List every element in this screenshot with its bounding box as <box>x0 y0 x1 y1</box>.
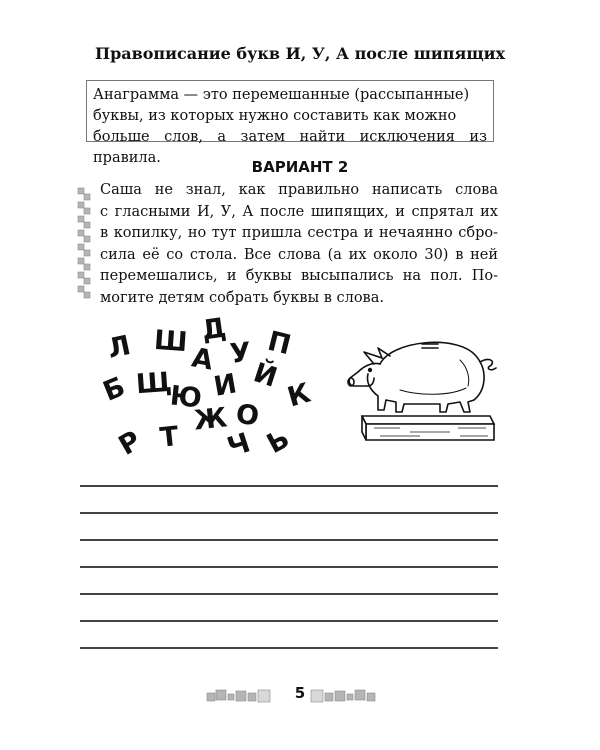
letter: У <box>228 336 253 371</box>
story-line: могите детям собрать буквы в слова. <box>100 289 384 306</box>
letter: П <box>264 325 295 362</box>
letter: Ю <box>168 380 204 415</box>
story-line: в копилку, но тут пришла сестра и нечаянно сбро- <box>100 225 498 241</box>
page-number: 5 <box>294 684 306 702</box>
piggy-bank-illustration <box>340 320 510 450</box>
letter: И <box>211 368 240 403</box>
decorative-squares-column <box>77 186 91 304</box>
letter: Т <box>158 421 180 454</box>
writing-line[interactable] <box>80 566 498 568</box>
letter: Ж <box>192 402 229 437</box>
writing-line[interactable] <box>80 647 498 649</box>
definition-line: Анаграмма — это перемешанные (рассыпанные) <box>93 87 470 103</box>
letter: А <box>189 342 216 377</box>
letter: Ч <box>223 427 255 464</box>
writing-line[interactable] <box>80 593 498 595</box>
letter: К <box>284 377 314 414</box>
writing-line[interactable] <box>80 539 498 541</box>
story-text <box>100 180 498 309</box>
story-line: перемешались, и буквы высыпались на пол. По- <box>100 268 498 284</box>
story-line: с гласными И, У, А после шипящих, и спрятал их <box>100 203 498 220</box>
writing-line[interactable] <box>80 485 498 487</box>
letter: Ш <box>152 324 189 359</box>
letter: Р <box>113 425 147 462</box>
writing-line[interactable] <box>80 512 498 514</box>
scattered-letters <box>90 306 330 466</box>
writing-line[interactable] <box>80 620 498 622</box>
letter: О <box>233 398 261 433</box>
letter: Ь <box>261 422 295 461</box>
letter: Л <box>105 330 134 365</box>
letter: Б <box>98 371 130 408</box>
definition-line: больше слов, а затем найти исключения из правила. <box>93 129 487 166</box>
letter: Д <box>199 312 229 347</box>
variant-heading: ВАРИАНТ 2 <box>251 158 349 176</box>
page-title: Правописание букв И, У, А после шипящих <box>94 44 506 63</box>
page-footer <box>0 684 600 704</box>
story-line: Саша не знал, как правильно написать слова <box>100 182 498 198</box>
letter: Щ <box>134 366 173 401</box>
definition-box <box>86 80 494 166</box>
story-line: сила её со стола. Все слова (а их около 30) в ней <box>100 246 498 263</box>
writing-lines <box>80 485 498 674</box>
letter: Й <box>249 357 281 394</box>
footer-decorative-squares-right <box>310 688 376 707</box>
definition-line: буквы, из которых нужно составить как можно <box>93 108 457 124</box>
